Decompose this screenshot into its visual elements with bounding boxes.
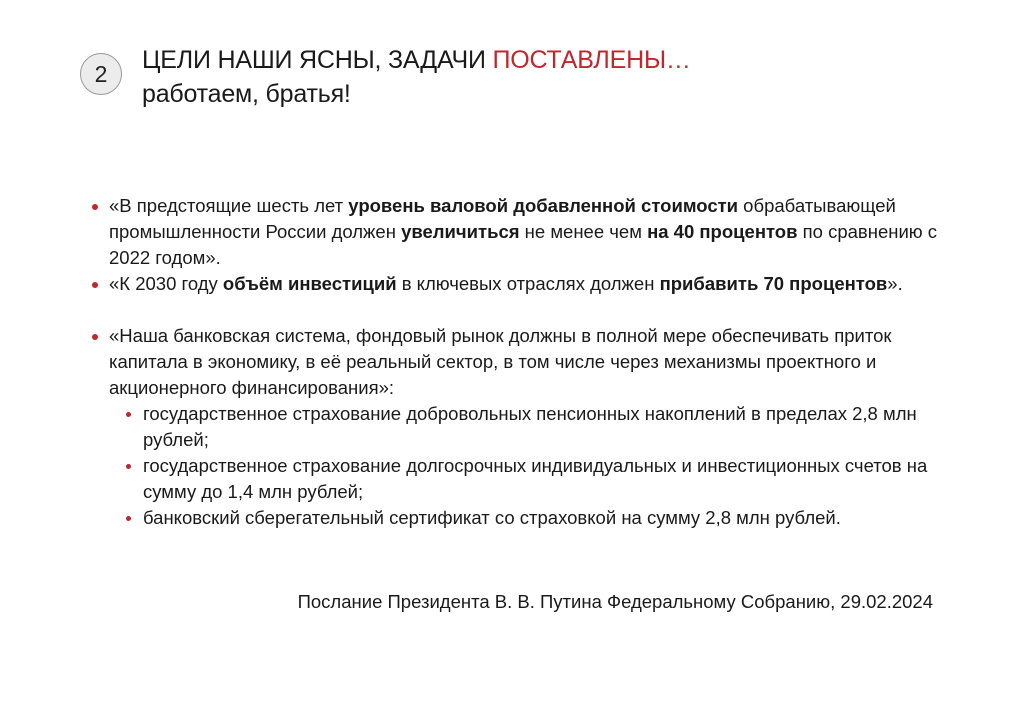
title-line-2: работаем, братья! bbox=[142, 80, 351, 108]
slide-title bbox=[142, 43, 691, 111]
bullet-2-bold-1: объём инвестиций bbox=[222, 273, 397, 294]
bullet-item-3 bbox=[90, 323, 950, 531]
bullet-1-text-2: обрабатывающей промышленности России должен bbox=[109, 195, 896, 242]
bullet-1-text-4: по сравнению с 2022 годом». bbox=[109, 221, 938, 268]
source-citation: Послание Президента В. В. Путина Федеральному Собранию, 29.02.2024 bbox=[297, 591, 933, 612]
bullet-1-bold-3: на 40 процентов bbox=[647, 221, 798, 242]
bullet-item-2 bbox=[90, 271, 950, 297]
bullet-3-text: «Наша банковская система, фондовый рынок должны в полной мере обеспечивать приток капитала в экономику, в её реальный сектор, в том числе через механизмы проектного и акционерного финансирования»: bbox=[109, 325, 892, 398]
slide-number-badge: 2 bbox=[80, 53, 122, 95]
bullet-list-2 bbox=[90, 323, 950, 531]
bullet-1-bold-2: увеличиться bbox=[401, 221, 520, 242]
sub-bullet-list bbox=[124, 401, 950, 531]
title-line-1 bbox=[142, 43, 691, 77]
slide-content bbox=[90, 193, 950, 531]
bullet-1-text-1: «В предстоящие шесть лет bbox=[109, 195, 349, 216]
bullet-1-text-3: не менее чем bbox=[519, 221, 648, 242]
title-text: ЦЕЛИ НАШИ ЯСНЫ, ЗАДАЧИ bbox=[142, 46, 493, 74]
bullet-2-text-1: «К 2030 году bbox=[109, 273, 223, 294]
bullet-2-text-3: ». bbox=[887, 273, 903, 294]
bullet-list bbox=[90, 193, 950, 297]
bullet-2-bold-2: прибавить 70 процентов bbox=[659, 273, 888, 294]
sub-bullet-item-2: государственное страхование долгосрочных индивидуальных и инвестиционных счетов на сумму до 1,4 млн рублей; bbox=[124, 453, 950, 505]
bullet-2-text-2: в ключевых отраслях должен bbox=[396, 273, 660, 294]
bullet-1-bold-1: уровень валовой добавленной стоимости bbox=[348, 195, 739, 216]
sub-bullet-item-1: государственное страхование добровольных пенсионных накоплений в пределах 2,8 млн рублей; bbox=[124, 401, 950, 453]
spacer bbox=[90, 297, 950, 323]
title-accent-text: ПОСТАВЛЕНЫ… bbox=[492, 46, 691, 74]
sub-bullet-item-3: банковский сберегательный сертификат со страховкой на сумму 2,8 млн рублей. bbox=[124, 505, 950, 531]
bullet-item-1 bbox=[90, 193, 950, 271]
